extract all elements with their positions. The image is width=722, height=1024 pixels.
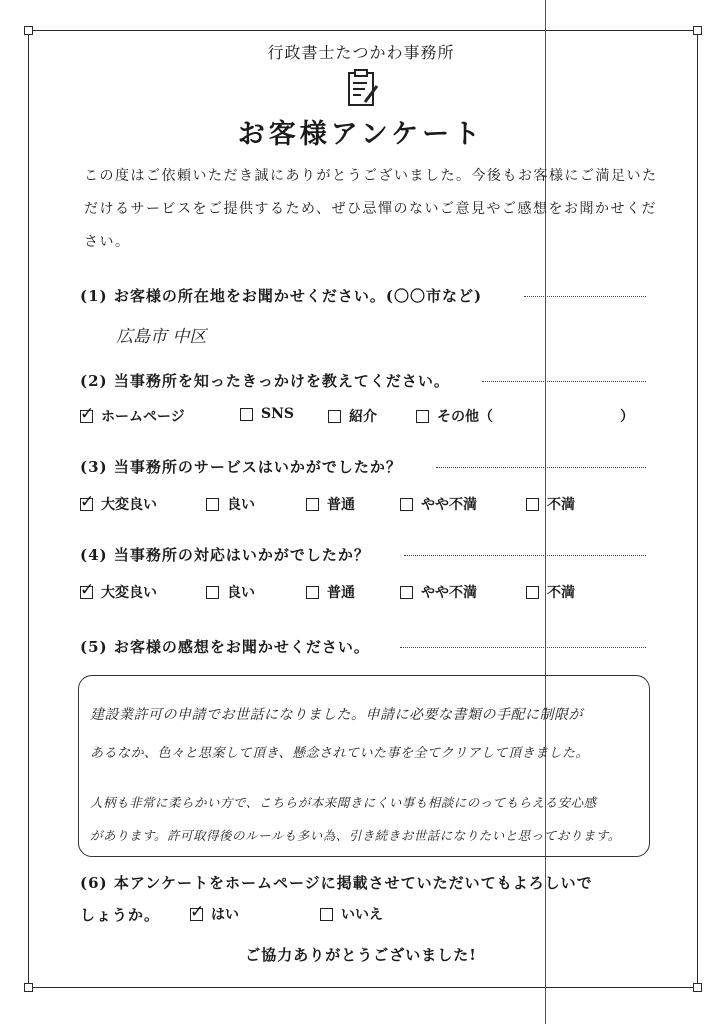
check-mark: ✓: [80, 579, 95, 600]
option-label: SNS: [261, 406, 295, 422]
question-3: [80, 456, 402, 477]
dotted-line: [404, 555, 646, 556]
option-label: 普通: [327, 585, 355, 601]
option-label: 大変良い: [101, 585, 157, 601]
comment-line: あるなか、色々と思案して頂き、懸念されていた事を全てクリアして頂きました。: [90, 746, 589, 761]
page-title: お客様アンケート: [237, 119, 485, 150]
option-label: 良い: [227, 497, 255, 513]
checkbox[interactable]: [526, 586, 539, 599]
frame-corner: [24, 26, 33, 35]
option-label: はい: [211, 907, 239, 923]
option-label: やや不満: [421, 585, 477, 601]
q3-option[interactable]: [400, 494, 477, 514]
checkbox[interactable]: [320, 908, 333, 921]
checkbox[interactable]: [400, 586, 413, 599]
checkbox[interactable]: [80, 403, 95, 424]
q1-answer[interactable]: 広島市 中区: [116, 327, 207, 347]
checkbox[interactable]: [306, 586, 319, 599]
comment-line: 建設業許可の申請でお世話になりました。申請に必要な書類の手配に制限が: [90, 707, 583, 723]
question-6-cont: [80, 904, 160, 925]
frame-corner: [693, 983, 702, 992]
q3-option[interactable]: [80, 491, 157, 514]
q3-option[interactable]: [526, 494, 575, 514]
option-label: やや不満: [421, 497, 477, 513]
q2-option[interactable]: [80, 403, 185, 426]
check-mark: ✓: [190, 901, 205, 922]
option-label: ホームページ: [101, 409, 185, 425]
comment-line: 人柄も非常に柔らかい方で、こちらが本来聞きにくい事も相談にのってもらえる安心感: [90, 795, 597, 810]
question-2-label: (2) 当事務所を知ったきっかけを教えてください。: [80, 372, 450, 390]
comment-line: があります。許可取得後のルールも多い為、引き続きお世話になりたいと思っております。: [90, 828, 621, 843]
q2-close-paren: [620, 406, 634, 426]
q4-option[interactable]: [400, 582, 477, 602]
option-label: 大変良い: [101, 497, 157, 513]
checkbox[interactable]: [328, 410, 341, 423]
intro-text: この度はご依頼いただき誠にありがとうございました。今後もお客様にご満足いただけるサービスをご提供するため、ぜひ忌憚のないご意見やご感想をお聞かせください。: [84, 168, 658, 250]
option-label: 不満: [547, 585, 575, 601]
question-5-label: (5) お客様の感想をお聞かせください。: [80, 638, 370, 656]
question-4-label: (4) 当事務所の対応はいかがでしたか？: [80, 546, 370, 564]
question-6: [80, 872, 593, 893]
q2-option[interactable]: [240, 406, 294, 422]
option-label: 良い: [227, 585, 255, 601]
checkbox[interactable]: [416, 410, 429, 423]
q4-option[interactable]: [80, 579, 157, 602]
question-5: [80, 636, 370, 657]
checkbox[interactable]: [80, 579, 95, 600]
clipboard-icon: [343, 68, 383, 110]
q2-option[interactable]: [416, 406, 493, 426]
checkbox[interactable]: [206, 498, 219, 511]
option-label: ）: [620, 409, 634, 425]
check-mark: ✓: [80, 491, 95, 512]
checkbox[interactable]: [190, 901, 205, 922]
question-4: [80, 544, 370, 565]
checkbox[interactable]: [306, 498, 319, 511]
checkbox[interactable]: [400, 498, 413, 511]
checkbox[interactable]: [526, 498, 539, 511]
dotted-line: [524, 296, 646, 297]
dotted-line: [482, 381, 646, 382]
option-label: いいえ: [341, 907, 383, 923]
option-label: 不満: [547, 497, 575, 513]
frame-corner: [24, 983, 33, 992]
q3-option[interactable]: [206, 494, 255, 514]
dotted-line: [400, 647, 646, 648]
checkbox[interactable]: [80, 491, 95, 512]
question-6-label-line2: しょうか。: [80, 906, 161, 924]
q2-option[interactable]: [328, 406, 377, 426]
option-label: 紹介: [349, 409, 377, 425]
question-1: [80, 285, 482, 306]
dotted-line: [436, 467, 646, 468]
option-label: 普通: [327, 497, 355, 513]
q6-option[interactable]: [320, 904, 383, 924]
check-mark: ✓: [80, 403, 95, 424]
firm-name: 行政書士たつかわ事務所: [267, 43, 455, 62]
question-2: [80, 370, 450, 391]
q4-option[interactable]: [306, 582, 355, 602]
checkbox[interactable]: [206, 586, 219, 599]
q4-option[interactable]: [206, 582, 255, 602]
question-6-label-line1: (6) 本アンケートをホームページに掲載させていただいてもよろしいで: [80, 874, 593, 892]
q3-option[interactable]: [306, 494, 355, 514]
option-label: その他（: [437, 409, 493, 425]
footer-thanks: ご協力ありがとうございました!: [245, 946, 477, 964]
q4-option[interactable]: [526, 582, 575, 602]
checkbox[interactable]: [240, 408, 253, 421]
frame-corner: [693, 26, 702, 35]
question-3-label: (3) 当事務所のサービスはいかがでしたか？: [80, 458, 402, 476]
question-1-label: (1) お客様の所在地をお聞かせください。(〇〇市など): [80, 287, 483, 305]
q6-option[interactable]: [190, 901, 239, 924]
